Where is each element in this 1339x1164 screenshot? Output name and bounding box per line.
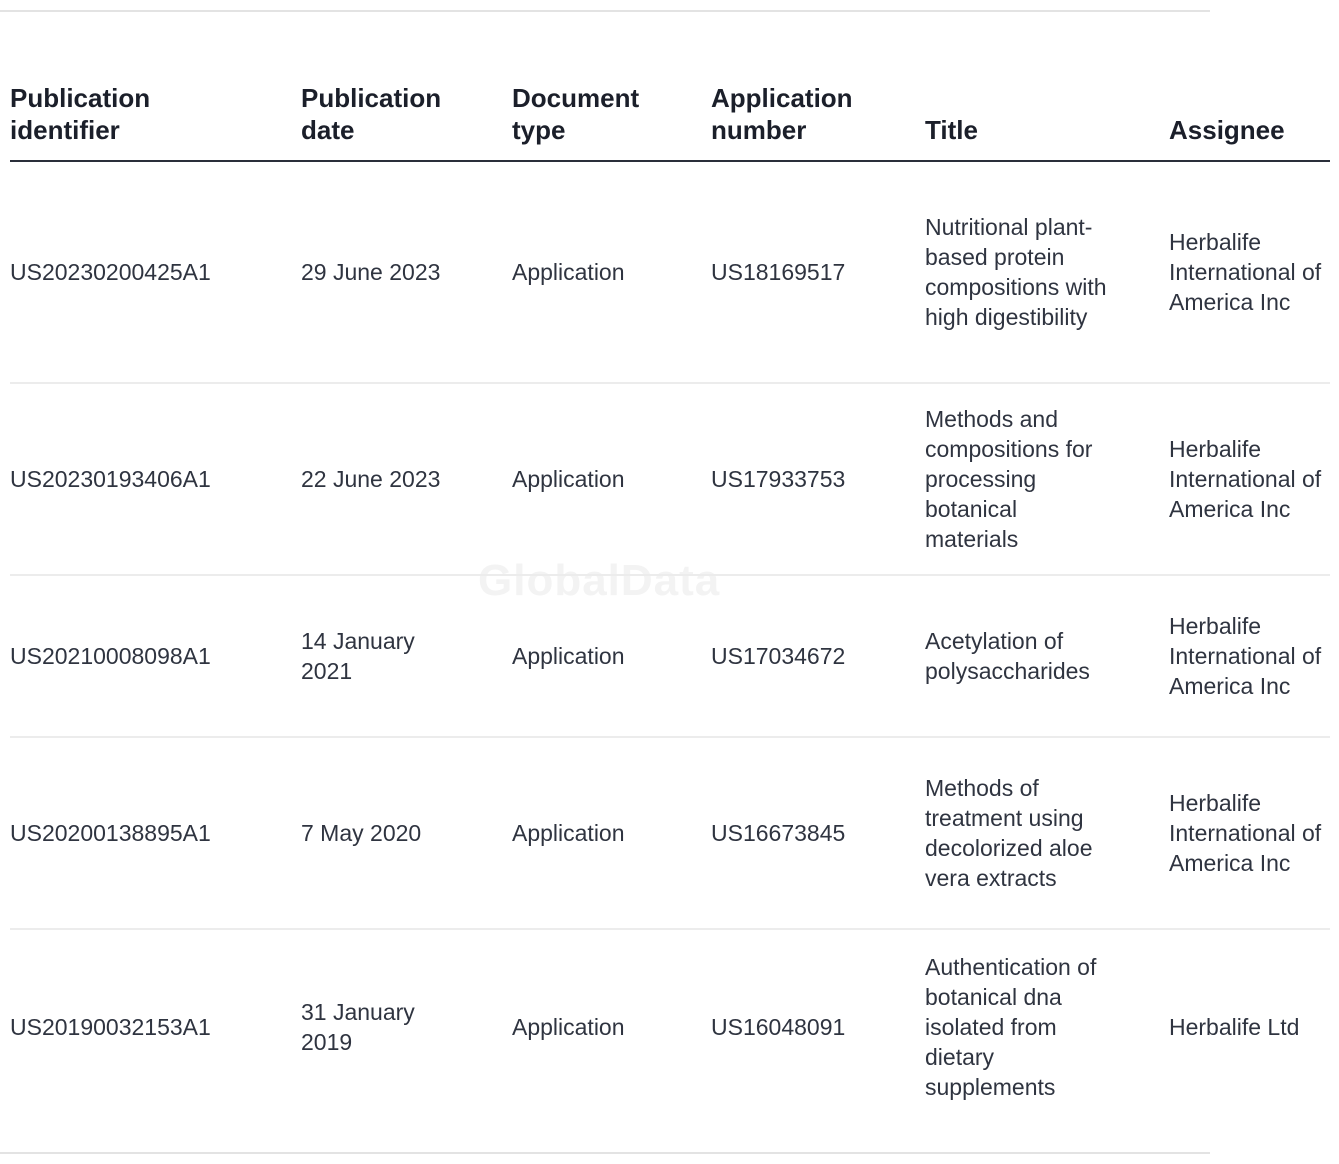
cell-publication-date: 7 May 2020 [301,737,512,929]
header-assignee: Assignee [1169,62,1330,161]
table-body [10,161,1330,1123]
header-publication-date: Publication date [301,62,512,161]
cell-title: Nutritional plant-based protein compositions with high digestibility [925,161,1169,383]
cell-application-number: US18169517 [711,161,925,383]
header-application-number: Application number [711,62,925,161]
watermark: GlobalData [478,556,721,605]
cell-publication-date: 14 January 2021 [301,575,512,737]
cell-document-type: Application [512,575,711,737]
table-row [10,383,1330,575]
cell-assignee: Herbalife International of America Inc [1169,737,1330,929]
cell-publication-date: 22 June 2023 [301,383,512,575]
cell-publication-date: 31 January 2019 [301,998,415,1055]
cell-document-type: Application [512,161,711,383]
cell-application-number: US17034672 [711,575,925,737]
cell-document-type: Application [512,737,711,929]
cell-publication-identifier: US20230193406A1 [10,383,301,575]
table-row [10,737,1330,929]
cell-title: Authentication of botanical dna isolated from dietary supplements [925,953,1097,1100]
cell-publication-date: 29 June 2023 [301,161,512,383]
table-row [10,161,1330,383]
cell-publication-identifier: US20210008098A1 [10,575,301,737]
cell-assignee: Herbalife International of America Inc [1169,575,1330,737]
cell-publication-identifier: US20230200425A1 [10,161,301,383]
header-publication-identifier: Publication identifier [10,62,301,161]
cell-title: Acetylation of polysaccharides [925,575,1169,737]
cell-assignee: Herbalife International of America Inc [1169,383,1330,575]
cell-application-number: US16048091 [711,1013,846,1040]
bottom-divider [0,1152,1210,1154]
cell-document-type: Application [512,383,711,575]
header-document-type: Document type [512,62,711,161]
cell-title: Methods and compositions for processing botanical materials [925,383,1169,575]
cell-title: Methods of treatment using decolorized aloe vera extracts [925,737,1169,929]
cell-document-type: Application [512,1013,625,1040]
table-header [10,62,1330,161]
header-row [10,62,1330,161]
patents-table [10,62,1330,1123]
table-row [10,929,1330,1123]
cell-application-number: US17933753 [711,383,925,575]
table-row [10,575,1330,737]
cell-assignee: Herbalife Ltd [1169,1013,1300,1040]
cell-publication-identifier: US20200138895A1 [10,737,301,929]
cell-assignee: Herbalife International of America Inc [1169,161,1330,383]
cell-application-number: US16673845 [711,737,925,929]
header-title: Title [925,62,1169,161]
cell-publication-identifier: US20190032153A1 [10,1013,211,1040]
